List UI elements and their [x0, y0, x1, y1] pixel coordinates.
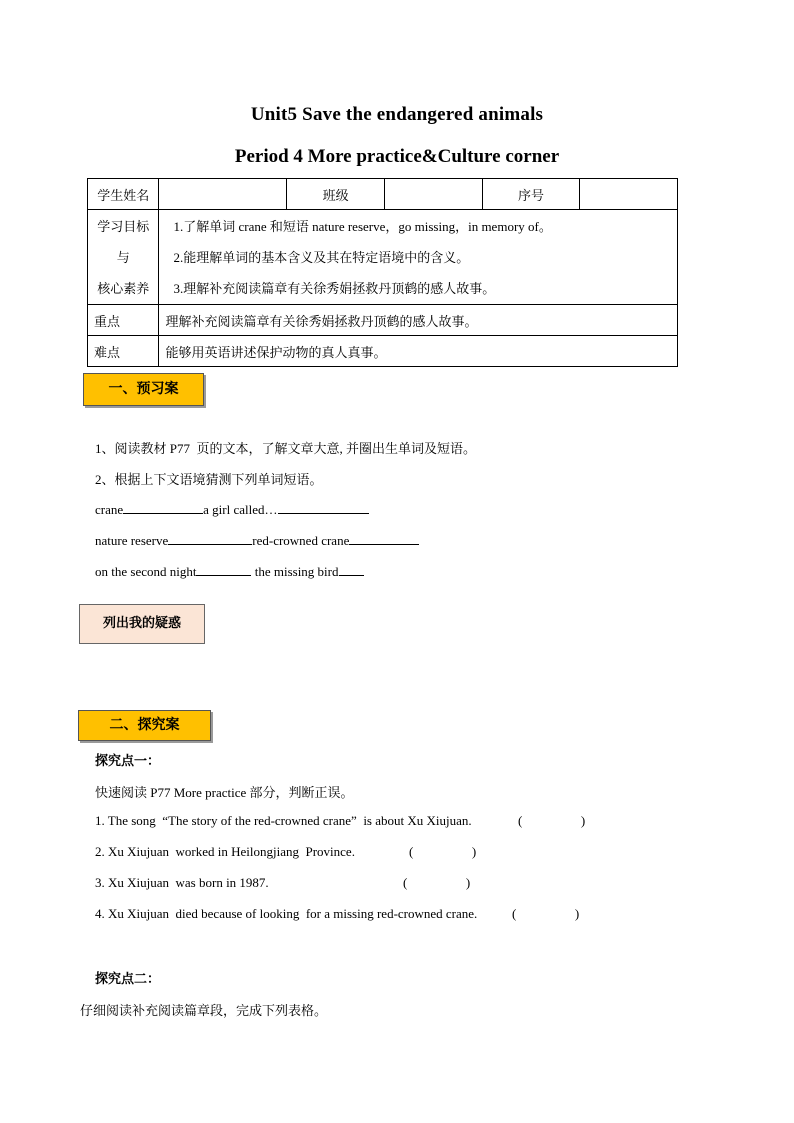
goals-label-line: 与 — [116, 249, 130, 265]
answer-blank[interactable] — [123, 501, 203, 514]
explore-point-2-instruction: 仔细阅读补充阅读篇章段，完成下列表格。 — [80, 1003, 328, 1018]
answer-bracket[interactable]: ( ) — [409, 844, 477, 859]
answer-bracket[interactable]: ( ) — [518, 813, 586, 828]
answer-blank[interactable] — [278, 501, 369, 514]
explore-point-1-title: 探究点一： — [95, 753, 161, 768]
answer-blank[interactable] — [339, 563, 364, 576]
vocab-word: crane — [95, 502, 124, 517]
vocab-word: nature reserve — [95, 533, 169, 548]
goals-label-line: 学习目标 — [97, 218, 150, 234]
section-preview-label: 一、预习案 — [83, 373, 204, 406]
vocab-word: red-crowned crane — [252, 533, 350, 548]
goal-item: 3.理解补充阅读篇章有关徐秀娟拯救丹顶鹤的感人故事。 — [173, 280, 496, 296]
vocab-word: the missing bird — [251, 564, 339, 579]
key-point-label: 重点 — [88, 305, 159, 336]
preview-item-1: 1、阅读教材 P77 页的文本，了解文章大意, 并圈出生单词及短语。 — [95, 441, 476, 456]
difficulty-text: 能够用英语讲述保护动物的真人真事。 — [159, 336, 678, 367]
vocab-word: a girl called… — [203, 502, 278, 517]
info-table — [87, 178, 678, 367]
explore-point-1-instruction: 快速阅读 P77 More practice 部分，判断正误。 — [95, 785, 354, 800]
true-false-statement: 2. Xu Xiujuan worked in Heilongjiang Province. — [95, 844, 355, 859]
doubts-box: 列出我的疑惑 — [79, 604, 205, 644]
answer-blank[interactable] — [196, 563, 251, 576]
vocab-row — [95, 501, 369, 518]
goals-label-line: 核心素养 — [97, 280, 150, 296]
goal-item: 2.能理解单词的基本含义及其在特定语境中的含义。 — [173, 249, 470, 265]
section-explore-label: 二、探究案 — [78, 710, 211, 741]
student-name-cell[interactable] — [159, 179, 287, 210]
title-unit: Unit5 Save the endangered animals — [250, 104, 544, 125]
goal-item: 1.了解单词 crane 和短语 nature reserve，go missing，in memory of。 — [173, 218, 552, 234]
answer-blank[interactable] — [349, 532, 419, 545]
vocab-word: on the second night — [95, 564, 197, 579]
class-label: 班级 — [287, 179, 385, 210]
answer-bracket[interactable]: ( ) — [403, 875, 471, 890]
answer-bracket[interactable]: ( ) — [512, 906, 580, 921]
student-name-label: 学生姓名 — [88, 179, 159, 210]
key-point-text: 理解补充阅读篇章有关徐秀娟拯救丹顶鹤的感人故事。 — [159, 305, 678, 336]
vocab-row — [95, 532, 419, 549]
class-cell[interactable] — [385, 179, 483, 210]
true-false-statement: 4. Xu Xiujuan died because of looking for a missing red-crowned crane. — [95, 906, 478, 921]
true-false-statement: 1. The song “The story of the red-crowned crane” is about Xu Xiujuan. — [95, 813, 472, 828]
difficulty-label: 难点 — [88, 336, 159, 367]
goals-cell — [159, 210, 678, 305]
true-false-statement: 3. Xu Xiujuan was born in 1987. — [95, 875, 269, 890]
preview-item-2: 2、根据上下文语境猜测下列单词短语。 — [95, 472, 323, 487]
goals-label-cell — [88, 210, 159, 305]
answer-blank[interactable] — [168, 532, 252, 545]
seat-cell[interactable] — [580, 179, 678, 210]
seat-label: 序号 — [482, 179, 580, 210]
vocab-row — [95, 563, 364, 580]
explore-point-2-title: 探究点二： — [95, 971, 161, 986]
title-period: Period 4 More practice&Culture corner — [234, 146, 560, 167]
